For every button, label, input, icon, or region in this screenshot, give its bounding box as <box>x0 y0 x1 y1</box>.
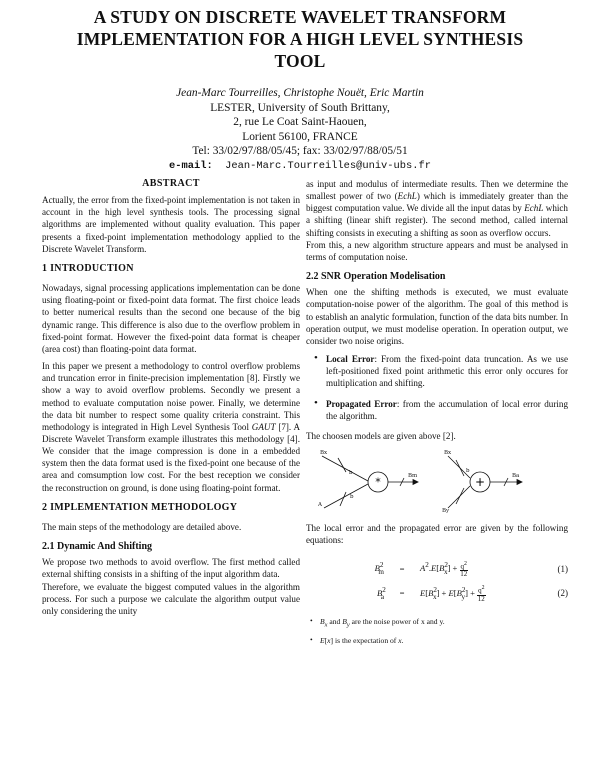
section-2-intro: The main steps of the methodology are detailed above. <box>42 521 242 532</box>
city-address: Lorient 56100, FRANCE <box>242 130 358 143</box>
note-noise-power: • $B_x$ and $B_y$ are the noise power of x and y. <box>320 616 568 632</box>
section-2-heading: 2 IMPLEMENTATION METHODOLOGY <box>42 501 238 513</box>
shifting-paragraph <box>306 178 568 239</box>
intro-paragraph-1: Nowadays, signal processing applications implementation can be done using floating-point or fixed-point data format. The first choice leads to better numerical results than the second one because of the big dynamic range. This difference is also due to the overflow problem in fixed-point format. However the fixed-point data format is cheaper (area cost) than floating-point data format. <box>42 283 300 354</box>
abstract-text: Actually, the error from the fixed-point implementation is not taken in account in the high level synthesis tools. The processing signal algorithms are implemented without quality evaluation. This paper presents a fixed-point implementation methodology applied to the Discrete Wavelet Transform. <box>42 195 300 254</box>
equation-notes <box>306 616 568 648</box>
echl-symbol-2: EchL <box>524 203 544 214</box>
mult-input-top-line <box>322 456 368 481</box>
subsection-2-1-paragraph-2: Therefore, we evaluate the biggest computed values in the algorithm process. For such a purpose we calculate the algorithm output value only considering the unity <box>42 581 300 616</box>
add-label-by: By <box>442 507 450 514</box>
equation-1: $B^2_m$ = $A^2.E[B^2_x]$ + $\frac{q^2}{12}$ (1) <box>306 556 568 581</box>
shifting-text-a: as input and modulus of intermediate results. Then we determine the smallest power of two ( <box>306 179 568 202</box>
mult-label-bm: Bm <box>408 472 418 479</box>
author-names: Jean-Marc Tourreilles, Christophe Nouët, Eric Martin <box>176 87 424 99</box>
title-line-1: A STUDY ON DISCRETE WAVELET TRANSFORM <box>93 7 507 27</box>
subsection-2-1-heading: 2.1 Dynamic And Shifting <box>42 541 153 553</box>
models-sentence: The choosen models are given above [2]. <box>306 430 456 441</box>
add-label-b: b <box>466 467 470 474</box>
add-tick-bottom <box>456 488 464 504</box>
propagated-error-term: Propagated Error <box>326 398 397 409</box>
equations-intro: The local error and the propagated error are given by the following equations: <box>306 522 568 546</box>
email-address: Jean-Marc.Tourreilles@univ-ubs.fr <box>225 159 431 172</box>
subsection-2-2-heading: 2.2 SNR Operation Modelisation <box>306 271 446 283</box>
multiply-symbol: * <box>375 475 381 489</box>
list-item-local-error <box>326 353 568 389</box>
mult-label-a: A <box>318 501 322 508</box>
equation-1-number: (1) <box>557 563 568 574</box>
right-column <box>306 178 568 651</box>
gaut-tool-name: GAUT <box>251 421 276 432</box>
affiliation: LESTER, University of South Brittany, <box>210 101 390 114</box>
add-input-bottom-line <box>448 486 470 508</box>
email-label: e-mail: <box>169 159 213 172</box>
intro-paragraph-2a: In this paper we present a methodology to control overflow problems and truncation error in finite-precision implementation [8]. Firstly we show a way to avoid overflow problems. Secondly we present a method to evaluate computation noise power. Finally, we determine the data bit number to respect some quality criteria constraint. This methodology is integrated in High Level Synthesis Tool <box>42 361 300 432</box>
propagated-error-text: : from the accumulation of local error during the algorithm. <box>326 398 568 421</box>
phone-fax: Tel: 33/02/97/88/05/45; fax: 33/02/97/88/05/51 <box>192 145 408 158</box>
mult-label-b-top: b <box>349 469 353 476</box>
add-input-top-line <box>448 456 470 478</box>
local-error-term: Local Error <box>326 354 375 365</box>
shifting-text-b: ) which is immediately greater than the biggest computation value. We divide all the input datas by <box>306 191 568 214</box>
add-label-ba: Ba <box>512 472 520 479</box>
note-expectation: • E[x] is the expectation of x. <box>320 635 568 647</box>
equation-2: $B^2_a$ = $E[B^2_x] + E[B^2_y]$ + $\frac{q^2}{12}$ (2) <box>306 581 568 606</box>
intro-paragraph-2 <box>42 360 300 494</box>
mult-label-b-bottom: b <box>350 493 354 500</box>
street-address: 2, rue Le Coat Saint-Haouen, <box>233 116 367 129</box>
abstract-heading: ABSTRACT <box>142 178 200 189</box>
structure-paragraph: From this, a new algorithm structure appears and must be analysed in terms of computation noise. <box>306 239 568 262</box>
equation-2-number: (2) <box>557 588 568 599</box>
title-line-2: IMPLEMENTATION FOR A HIGH LEVEL SYNTHESIS <box>76 29 524 49</box>
shifting-text-c: which a shifting (linear shift register). The second method, called internal shifting consists in executing a shifting as soon as overflow occurs. <box>306 203 568 238</box>
add-output-arrow <box>517 479 522 484</box>
equations <box>306 556 568 605</box>
mult-output-arrow <box>413 479 418 484</box>
email-line <box>100 159 500 174</box>
paper-title <box>30 6 570 72</box>
mult-input-bottom-line <box>324 484 368 508</box>
intro-paragraph-2b: [7]. A Discrete Wavelet Transform example illustrates this methodology [4]. We consider that the image compression is done in a embedded system then the data format used is the fixed-point one because of the area and comsumption low cost. For the best reception we consider the reconstruction on ground, is done using floating-point format. <box>42 421 301 493</box>
list-item-propagated-error <box>326 398 568 422</box>
mult-label-bx: Bx <box>320 449 328 456</box>
plus-symbol: + <box>474 474 486 489</box>
add-tick-top <box>456 460 464 476</box>
title-line-3: TOOL <box>274 51 326 71</box>
section-1-heading: 1 INTRODUCTION <box>42 262 134 274</box>
author-block <box>100 86 500 174</box>
left-column <box>42 178 300 617</box>
add-label-bx: Bx <box>444 449 452 456</box>
snr-paragraph: When one the shifting methods is executed, we must evaluate computation-noise power of the algorithm. The goal of this method is to establish an analytic formulation, function of the data bits number. In operation output, we must modelise operation. In operation output, we consider two noise origins. <box>306 287 568 346</box>
subsection-2-1-paragraph-1: We propose two methods to avoid overflow. The first method called external shifting consists in a shifting of the input algorithm data. <box>42 557 300 580</box>
noise-origin-list <box>306 353 568 422</box>
local-error-text: : From the fixed-point data truncation. As we use left-positioned fixed point arithmetic this error only occures for multiplication and shifting. <box>326 354 568 389</box>
echl-symbol: EchL <box>397 191 417 202</box>
noise-model-diagram <box>316 446 556 516</box>
